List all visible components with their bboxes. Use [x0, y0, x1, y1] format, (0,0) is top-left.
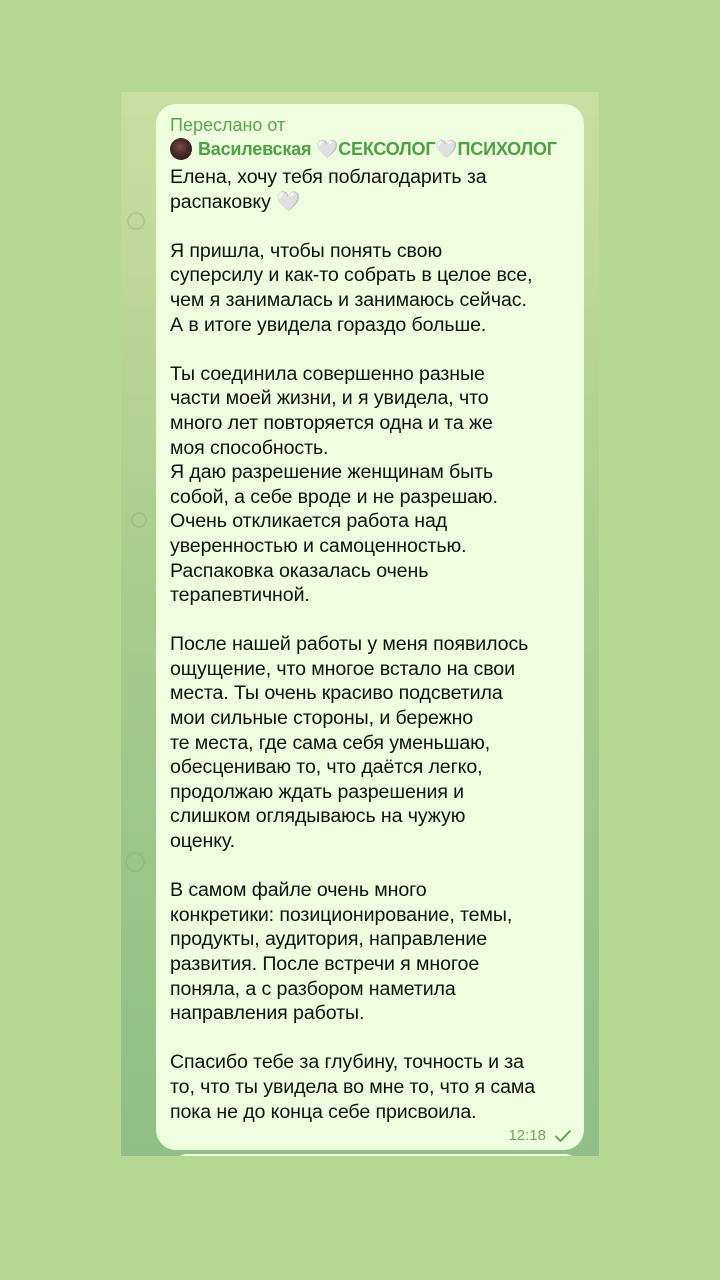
wallpaper-pattern [125, 852, 145, 872]
message-time: 12:18 [508, 1127, 546, 1144]
wallpaper-pattern [131, 512, 147, 528]
sender-name[interactable]: Василевская 🤍СЕКСОЛОГ🤍ПСИХОЛОГ [198, 138, 557, 159]
message-meta [508, 1127, 572, 1144]
avatar[interactable] [170, 138, 192, 160]
forward-sender[interactable] [170, 137, 568, 161]
chat-area [121, 92, 599, 1156]
single-check-icon [554, 1129, 572, 1143]
wallpaper-pattern [127, 212, 145, 230]
message-bubble[interactable] [156, 104, 584, 1150]
next-message-bubble[interactable] [176, 1154, 576, 1156]
forwarded-from-label: Переслано от [170, 115, 286, 135]
message-text: Елена, хочу тебя поблагодарить за распаковку 🤍 Я пришла, чтобы понять свою суперсилу и как-то собрать в целое все, чем я занималась и занимаюсь сейчас. А в итоге увидела гораздо больше. Ты соединила совершенно разные части моей жизни, и я увидела, что много лет повторяется одна и та же моя способность. Я даю разрешение женщинам быть собой, а себе вроде и не разрешаю. Очень откликается работа над уверенностью и самоценностью. Распаковка оказалась очень терапевтичной. После нашей работы у меня появилось ощущение, что многое встало на свои места. Ты очень красиво подсветила мои сильные стороны, и бережно те места, где сама себя уменьшаю, обесцениваю то, что даётся легко, продолжаю ждать разрешения и слишком оглядываюсь на чужую оценку. В самом файле очень много конкретики: позиционирование, темы, продукты, аудитория, направление развития. После встречи я многое поняла, а с разбором наметила направления работы. Спасибо тебе за глубину, точность и за то, что ты увидела во мне то, что я сама пока не до конца себе присвоила. [170, 166, 536, 1123]
